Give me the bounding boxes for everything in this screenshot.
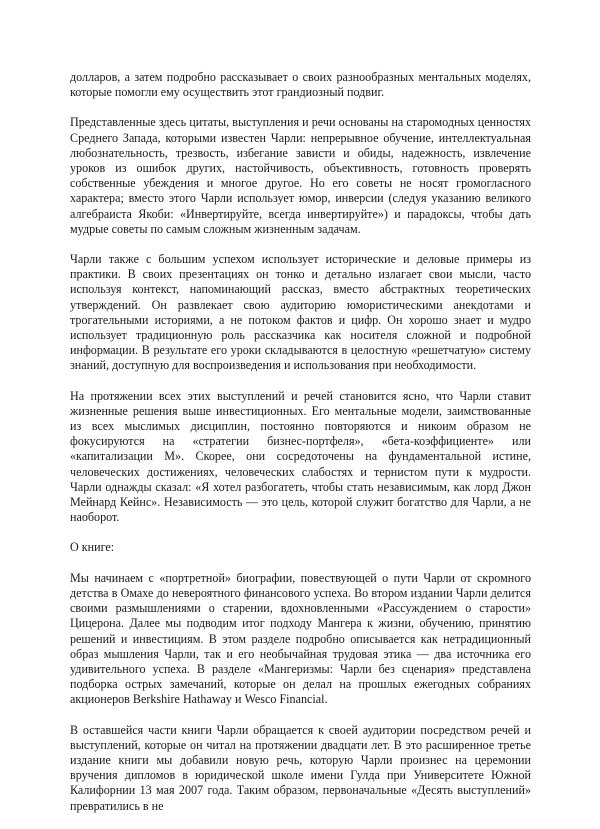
paragraph-biography: Мы начинаем с «портретной» биографии, повествующей о пути Чарли от скромного детства в Омахе до невероятного финансового успеха. Во втором издании Чарли делится своими размышлениями о старении, вдохновленными «Рассуждением о старости» Цицерона. Далее мы подводим итог подходу Мангера к жизни, обучению, принятию решений и инвестициям. В этом разделе подробно описывается как нетрадиционный образ мышления Чарли, так и его необычайная трудовая этика — два источника его удивительного успеха. В разделе «Мангеризмы: Чарли без сценария» представлена подборка острых замечаний, которые он делал на прошлых ежегодных собраниях акционеров Berkshire Hathaway и Wesco Financial. [70,570,531,707]
paragraph-examples: Чарли также с большим успехом использует исторические и деловые примеры из практики. В своих презентациях он тонко и детально излагает свои мысли, часто используя контекст, напоминающий рассказ, вместо абстрактных теоретических утверждений. Он развлекает свою аудиторию юмористическими анекдотами и трогательными историями, а не потоком фактов и цифр. Он хорошо знает и мудро использует традиционную роль рассказчика как носителя сложной и подробной информации. В результате его уроки складываются в целостную «решетчатую» систему знаний, доступную для воспроизведения и использования при необходимости. [70,252,531,373]
paragraph-intro-continuation: долларов, а затем подробно рассказывает о своих разнообразных ментальных моделях, которые помогли ему осуществить этот грандиозный подвиг. [70,70,531,100]
paragraph-life-decisions: На протяжении всех этих выступлений и речей становится ясно, что Чарли ставит жизненные решения выше инвестиционных. Его ментальные модели, заимствованные из всех мыслимых дисциплин, постоянно повторяются и никоим образом не фокусируются на «стратегии бизнес-портфеля», «бета-коэффициенте» или «капитализации М». Скорее, они сосредоточены на фундаментальной истине, человеческих достижениях, человеческих слабостях и тернистом пути к мудрости. Чарли однажды сказал: «Я хотел разбогатеть, чтобы стать независимым, как лорд Джон Мейнард Кейнс». Независимость — это цель, которой служит богатство для Чарли, а не наоборот. [70,388,531,525]
section-heading-about-book: О книге: [70,540,115,555]
paragraph-speeches: В оставшейся части книги Чарли обращается к своей аудитории посредством речей и выступлений, которые он читал на протяжении двадцати лет. В это расширенное третье издание книги мы добавили новую речь, которую Чарли произнес на церемонии вручения дипломов в юридической школе имени Гулда при Университете Южной Калифорнии 13 мая 2007 года. Таким образом, первоначальные «Десять выступлений» превратились в не [70,722,531,813]
paragraph-values: Представленные здесь цитаты, выступления и речи основаны на старомодных ценностях Среднего Запада, которыми известен Чарли: непрерывное обучение, интеллектуальная любознательность, трезвость, избегание зависти и обиды, надежность, извлечение уроков из ошибок других, настойчивость, объективность, готовность проверять собственные убеждения и многое другое. Но его советы не носят громогласного характера; вместо этого Чарли использует юмор, инверсии (следуя указанию великого алгебраиста Якоби: «Инвертируйте, всегда инвертируйте») и парадоксы, чтобы дать мудрые советы по самым сложным жизненным задачам. [70,115,531,236]
document-page [70,70,531,829]
